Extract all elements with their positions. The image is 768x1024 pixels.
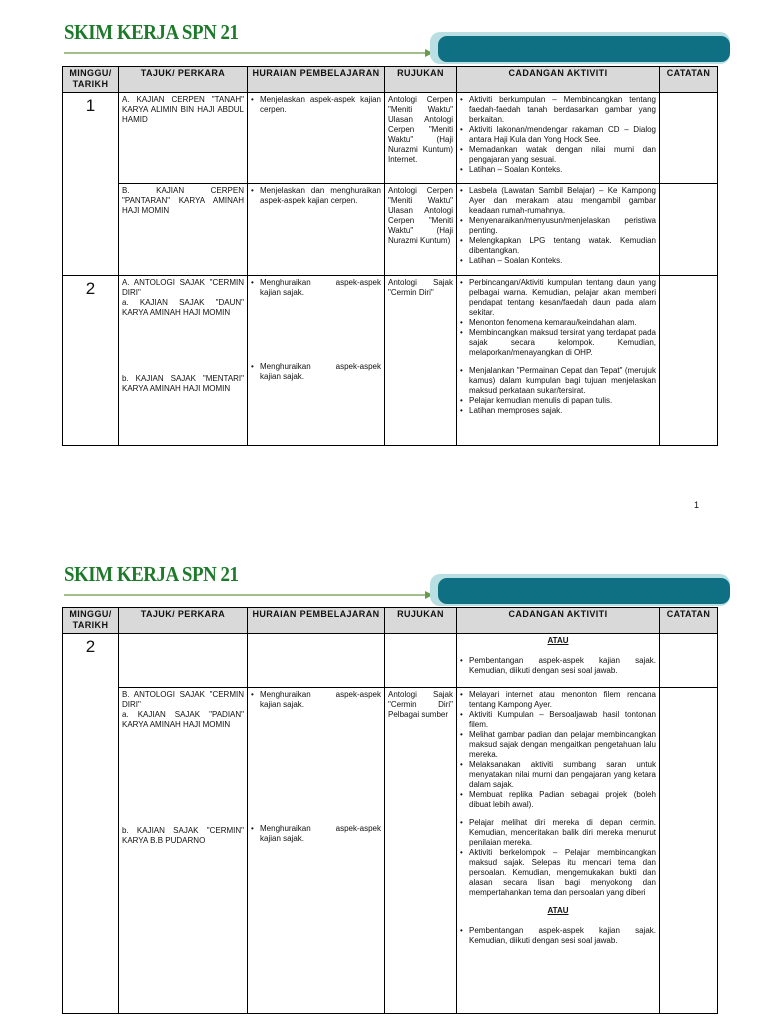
activity-cell <box>457 275 660 445</box>
list-item: • Melaksanakan aktiviti sumbang saran untuk menyatakan nilai murni dan pengajaran yang ketara dalam sajak. <box>460 760 656 790</box>
atau-label: ATAU <box>547 635 569 645</box>
topic-heading: A. ANTOLOGI SAJAK "CERMIN DIRI" <box>122 277 244 297</box>
page-2 <box>0 560 768 1024</box>
col-cadangan: CADANGAN AKTIVITI <box>457 608 660 634</box>
list-item: • Latihan memproses sajak. <box>460 406 656 416</box>
col-rujukan: RUJUKAN <box>385 67 457 93</box>
week-number: 2 <box>63 275 119 445</box>
list-item: • Menyenaraikan/menyusun/menjelaskan peristiwa penting. <box>460 216 656 236</box>
list-item: • Memadankan watak dengan nilai murni dan pengajaran yang sesuai. <box>460 145 656 165</box>
topic-sub: a. KAJIAN SAJAK "PADIAN" KARYA AMINAH HAJI MOMIN <box>122 709 244 729</box>
outcome-cell <box>248 275 385 445</box>
table-row <box>63 275 718 445</box>
table-row <box>63 183 718 275</box>
list-item: • Menonton fenomena kemarau/keindahan alam. <box>460 318 656 328</box>
list-item: • Melihat gambar padian dan pelajar membincangkan maksud sajak dengan mengaitkan pengetahuan lalu mereka. <box>460 730 656 760</box>
table-row <box>63 92 718 183</box>
notes-cell <box>660 633 718 687</box>
col-catatan: CATATAN <box>660 608 718 634</box>
list-item: • Membincangkan maksud tersirat yang terdapat pada sajak secara kelompok. Kemudian, melaporkan/menayangkan di OHP. <box>460 328 656 358</box>
list-item: • Pembentangan aspek-aspek kajian sajak. Kemudian, diikuti dengan sesi soal jawab. <box>460 656 656 676</box>
reference-cell: Antologi Sajak "Cermin Diri" Pelbagai sumber <box>385 687 457 1013</box>
list-item: • Latihan – Soalan Konteks. <box>460 165 656 175</box>
notes-cell <box>660 275 718 445</box>
topic-cell: B. KAJIAN CERPEN "PANTARAN" KARYA AMINAH HAJI MOMIN <box>119 183 248 275</box>
topic-cell <box>119 687 248 1013</box>
page-1 <box>0 18 768 508</box>
list-item: • Latihan – Soalan Konteks. <box>460 256 656 266</box>
activity-cell <box>457 92 660 183</box>
list-item: • Pelajar melihat diri mereka di depan cermin. Kemudian, menceritakan balik diri mereka menurut penilaian mereka. <box>460 818 656 848</box>
list-item: • Melayari internet atau menonton filem rencana tentang Kampong Ayer. <box>460 690 656 710</box>
list-item: • Aktiviti berkelompok – Pelajar membincangkan maksud sajak. Selepas itu mencari tema dan persoalan. Kemudian, mengemukakan bukti dan alasan secara lisan bagi menyokong dan mempertahankan tema dan persoalan yang diberi <box>460 848 656 898</box>
activity-cell <box>457 633 660 687</box>
page-title: SKIM KERJA SPN 21 <box>64 562 239 586</box>
topic-sub: a. KAJIAN SAJAK "DAUN" KARYA AMINAH HAJI MOMIN <box>122 297 244 317</box>
table-row <box>63 687 718 1013</box>
activity-cell <box>457 687 660 1013</box>
list-item: • Pelajar kemudian menulis di papan tulis. <box>460 396 656 406</box>
col-tajuk: TAJUK/ PERKARA <box>119 608 248 634</box>
table-row <box>63 633 718 687</box>
topic-sub: b. KAJIAN SAJAK "MENTARI" KARYA AMINAH HAJI MOMIN <box>122 373 244 393</box>
reference-cell: Antologi Cerpen "Meniti Waktu" Ulasan Antologi Cerpen "Meniti Waktu" (Haji Nurazmi Kuntum) <box>385 183 457 275</box>
scheme-table <box>62 66 718 446</box>
col-minggu: MINGGU/ TARIKH <box>63 67 119 93</box>
week-number: 2 <box>63 633 119 1013</box>
list-item: • Menghuraikan aspek-aspek kajian sajak. <box>251 824 381 844</box>
topic-heading: B. ANTOLOGI SAJAK "CERMIN DIRI" <box>122 689 244 709</box>
col-huraian: HURAIAN PEMBELAJARAN <box>248 608 385 634</box>
table-header-row <box>63 608 718 634</box>
week-number: 1 <box>63 92 119 275</box>
col-cadangan: CADANGAN AKTIVITI <box>457 67 660 93</box>
list-item: • Menghuraikan aspek-aspek kajian sajak. <box>251 278 381 298</box>
reference-cell: Antologi Cerpen "Meniti Waktu" Ulasan Antologi Cerpen "Meniti Waktu" (Haji Nurazmi Kuntum) Internet. <box>385 92 457 183</box>
list-item: • Pembentangan aspek-aspek kajian sajak. Kemudian, diikuti dengan sesi soal jawab. <box>460 926 656 946</box>
topic-cell: A. KAJIAN CERPEN "TANAH" KARYA ALIMIN BIN HAJI ABDUL HAMID <box>119 92 248 183</box>
list-item: • Aktiviti berkumpulan – Membincangkan tentang faedah-faedah tanah berdasarkan gambar yang berkaitan. <box>460 95 656 125</box>
topic-cell <box>119 275 248 445</box>
reference-cell: Antologi Sajak "Cermin Diri" <box>385 275 457 445</box>
notes-cell <box>660 183 718 275</box>
list-item: • Membuat replika Padian sebagai projek (boleh dibuat lebih awal). <box>460 790 656 810</box>
reference-cell <box>385 633 457 687</box>
col-catatan: CATATAN <box>660 67 718 93</box>
table-header-row <box>63 67 718 93</box>
col-minggu: MINGGU/ TARIKH <box>63 608 119 634</box>
col-huraian: HURAIAN PEMBELAJARAN <box>248 67 385 93</box>
list-item: • Menghuraikan aspek-aspek kajian sajak. <box>251 362 381 382</box>
list-item: • Menghuraikan aspek-aspek kajian sajak. <box>251 690 381 710</box>
list-item: • Aktiviti lakonan/mendengar rakaman CD – Dialog antara Haji Kula dan Yong Hock See. <box>460 125 656 145</box>
col-tajuk: TAJUK/ PERKARA <box>119 67 248 93</box>
list-item: • Aktiviti Kumpulan – Bersoaljawab hasil tontonan filem. <box>460 710 656 730</box>
list-item: • Melengkapkan LPG tentang watak. Kemudian dibentangkan. <box>460 236 656 256</box>
outcome-cell <box>248 633 385 687</box>
outcome-cell <box>248 183 385 275</box>
activity-cell <box>457 183 660 275</box>
list-item: • Perbincangan/Aktiviti kumpulan tentang daun yang pelbagai warna. Kemudian, pelajar akan memberi pendapat tentang kesan/faedah daun pada alam sekitar. <box>460 278 656 318</box>
col-rujukan: RUJUKAN <box>385 608 457 634</box>
topic-sub: b. KAJIAN SAJAK "CERMIN" KARYA B.B PUDARNO <box>122 825 244 845</box>
list-item: • Menjelaskan dan menghuraikan aspek-aspek kajian cerpen. <box>251 186 381 206</box>
list-item: • Lasbela (Lawatan Sambil Belajar) – Ke Kampong Ayer dan merakam atau mengambil gambar keadaan rumah-rumahnya. <box>460 186 656 216</box>
list-item: • Menjelaskan aspek-aspek kajian cerpen. <box>251 95 381 115</box>
notes-cell <box>660 687 718 1013</box>
page-title: SKIM KERJA SPN 21 <box>64 20 239 44</box>
list-item: • Menjalankan "Permainan Cepat dan Tepat" (merujuk kamus) dalam kumpulan bagi tujuan menjelaskan maksud perkataan sukar/tersirat. <box>460 366 656 396</box>
outcome-cell <box>248 92 385 183</box>
scheme-table <box>62 607 718 1014</box>
page-number: 1 <box>694 500 700 510</box>
atau-label: ATAU <box>547 905 569 915</box>
notes-cell <box>660 92 718 183</box>
topic-cell <box>119 633 248 687</box>
outcome-cell <box>248 687 385 1013</box>
